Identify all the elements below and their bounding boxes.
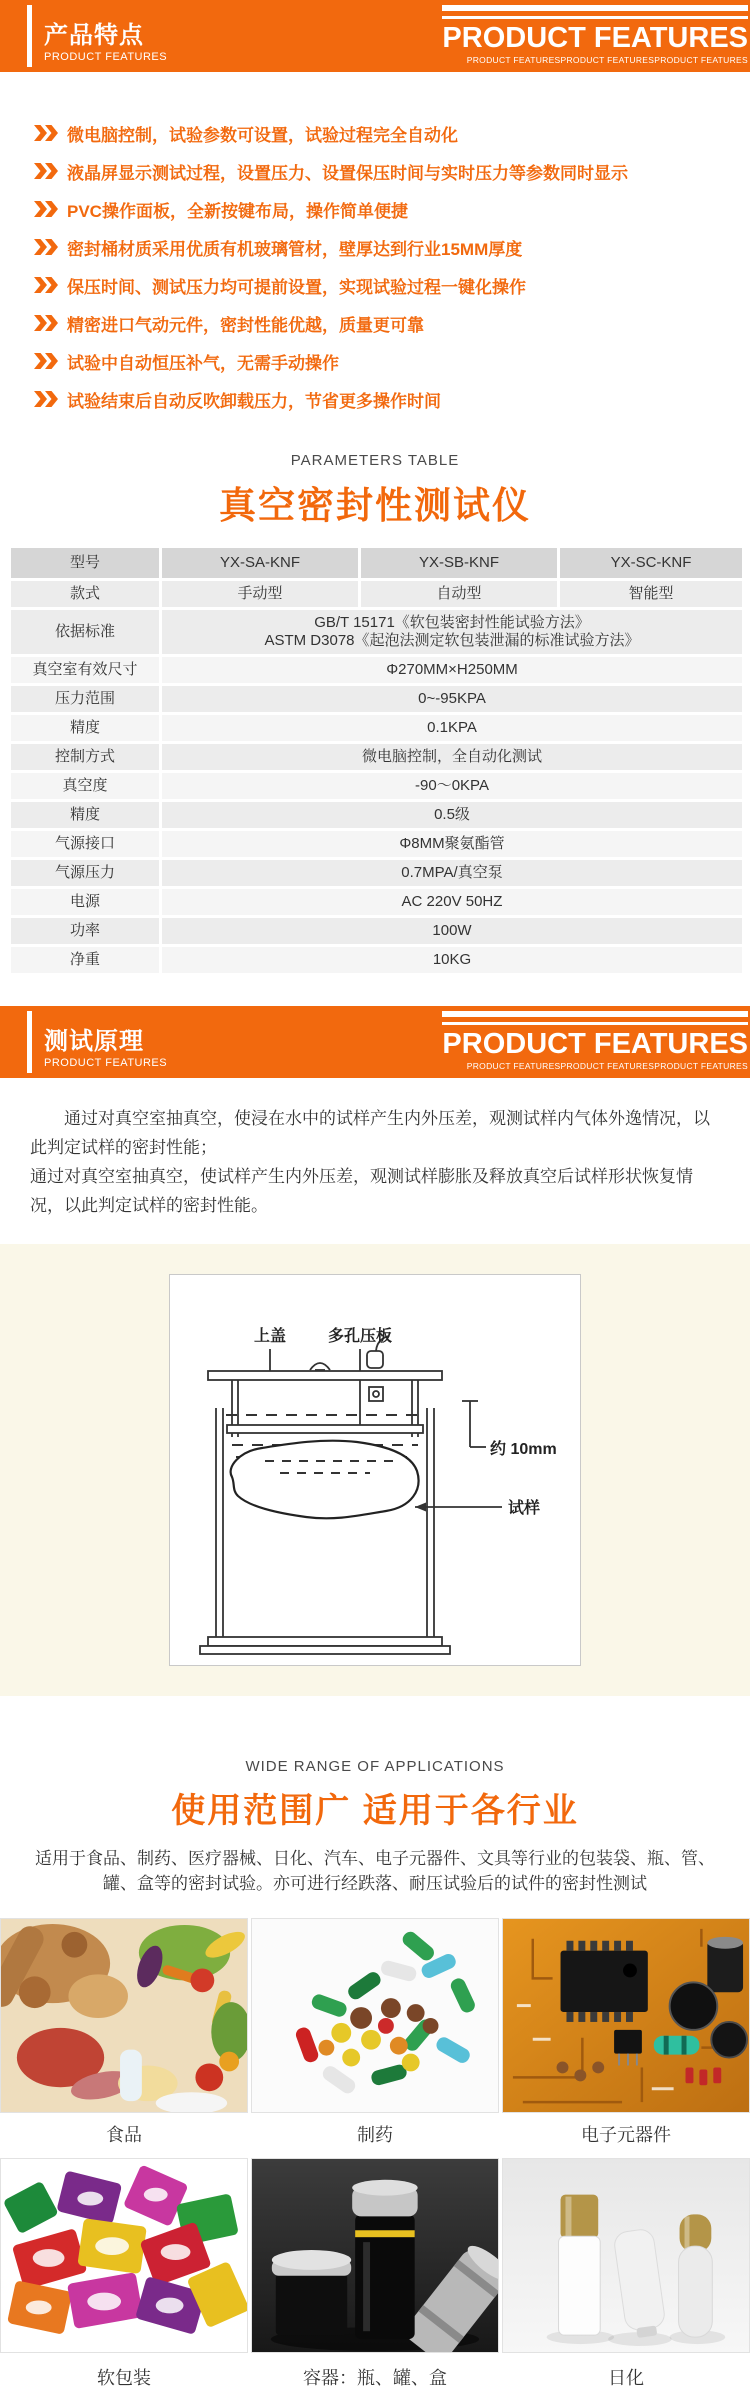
features-banner-right-subtitle: PRODUCT FEATURESPRODUCT FEATURESPRODUCT FEATURES bbox=[466, 55, 748, 66]
row-label: 真空度 bbox=[11, 773, 159, 799]
banner-stripe-thin bbox=[442, 1022, 748, 1025]
principle-banner-right-title: PRODUCT FEATURES bbox=[442, 1028, 748, 1060]
table-row-net-weight bbox=[11, 947, 742, 973]
table-row-standard bbox=[11, 610, 742, 654]
feature-text: PVC操作面板，全新按键布局，操作简单便捷 bbox=[67, 201, 408, 221]
row-value: AC 220V 50HZ bbox=[162, 889, 742, 915]
product-title: 真空密封性测试仪 bbox=[219, 485, 531, 526]
row-value: 0~-95KPA bbox=[162, 686, 742, 712]
applications-grid bbox=[0, 1918, 750, 2406]
row-label: 真空室有效尺寸 bbox=[11, 657, 159, 683]
feature-item bbox=[34, 304, 730, 342]
diagram-section bbox=[0, 1244, 750, 1696]
row-value: 0.5级 bbox=[162, 802, 742, 828]
feature-item bbox=[34, 152, 730, 190]
plate-label: 多孔压板 bbox=[327, 1328, 393, 1345]
application-cell-daily-chemical bbox=[502, 2158, 750, 2406]
row-value: Φ270MM×H250MM bbox=[162, 657, 742, 683]
row-label: 款式 bbox=[11, 581, 159, 607]
test-principle-diagram bbox=[169, 1274, 581, 1666]
table-row-control bbox=[11, 744, 742, 770]
features-banner-subtitle: PRODUCT FEATURES bbox=[44, 51, 168, 64]
row-label: 精度 bbox=[11, 715, 159, 741]
application-cell-containers bbox=[251, 2158, 499, 2406]
table-row-air-pressure bbox=[11, 860, 742, 886]
principle-banner-title: 测试原理 bbox=[44, 1027, 144, 1055]
row-value: 智能型 bbox=[560, 581, 742, 607]
table-row-chamber-size bbox=[11, 657, 742, 683]
pharma-image bbox=[251, 1918, 499, 2113]
features-banner bbox=[0, 0, 750, 72]
application-label: 日化 bbox=[608, 2368, 644, 2388]
feature-text: 液晶屏显示测试过程，设置压力、设置保压时间与实时压力等参数同时显示 bbox=[67, 163, 628, 183]
row-value: 自动型 bbox=[361, 581, 557, 607]
feature-text: 微电脑控制，试验参数可设置，试验过程完全自动化 bbox=[67, 125, 458, 145]
row-value: Φ8MM聚氨酯管 bbox=[162, 831, 742, 857]
vacuum-chamber-diagram bbox=[170, 1275, 580, 1665]
applications-description: 适用于食品、制药、医疗器械、日化、汽车、电子元器件、文具等行业的包装袋、瓶、管、罐、盒等的密封试验。亦可进行经跌落、耐压试验后的试件的密封性测试 bbox=[35, 1849, 715, 1893]
row-value: YX-SC-KNF bbox=[560, 548, 742, 578]
double-chevron-icon bbox=[34, 201, 58, 217]
double-chevron-icon bbox=[34, 315, 58, 331]
row-value: 10KG bbox=[162, 947, 742, 973]
row-label: 型号 bbox=[11, 548, 159, 578]
row-value: -90～0KPA bbox=[162, 773, 742, 799]
double-chevron-icon bbox=[34, 353, 58, 369]
double-chevron-icon bbox=[34, 277, 58, 293]
parameters-kicker: PARAMETERS TABLE bbox=[290, 452, 460, 469]
sample-label: 试样 bbox=[508, 1500, 541, 1517]
feature-item bbox=[34, 266, 730, 304]
feature-text: 试验结束后自动反吹卸载压力，节省更多操作时间 bbox=[67, 391, 441, 411]
features-banner-right-title: PRODUCT FEATURES bbox=[442, 22, 748, 54]
table-row-style bbox=[11, 581, 742, 607]
application-label: 制药 bbox=[357, 2125, 393, 2145]
principle-paragraph-2: 通过对真空室抽真空，使试样产生内外压差，观测试样膨胀及释放真空后试样形状恢复情况，以此判定试样的密封性能。 bbox=[30, 1167, 693, 1215]
application-cell-softpack bbox=[0, 2158, 248, 2406]
depth-label: 约 10mm bbox=[490, 1441, 557, 1458]
row-label: 功率 bbox=[11, 918, 159, 944]
features-banner-title: 产品特点 bbox=[44, 21, 144, 49]
row-value: 0.1KPA bbox=[162, 715, 742, 741]
principle-banner-right bbox=[442, 1011, 748, 1071]
table-row-model bbox=[11, 548, 742, 578]
containers-image bbox=[251, 2158, 499, 2353]
table-row-air-port bbox=[11, 831, 742, 857]
standard-line-1: GB/T 15171《软包装密封性能试验方法》 bbox=[314, 614, 590, 631]
row-value: 手动型 bbox=[162, 581, 358, 607]
feature-list bbox=[0, 72, 750, 426]
table-row-wattage bbox=[11, 918, 742, 944]
row-value: 0.7MPA/真空泵 bbox=[162, 860, 742, 886]
feature-text: 精密进口气动元件，密封性能优越，质量更可靠 bbox=[67, 315, 424, 335]
double-chevron-icon bbox=[34, 163, 58, 179]
banner-vertical-bar bbox=[27, 5, 32, 67]
feature-text: 密封桶材质采用优质有机玻璃管材，壁厚达到行业15MM厚度 bbox=[67, 239, 523, 259]
row-value: 100W bbox=[162, 918, 742, 944]
row-value bbox=[162, 610, 742, 654]
parameters-table bbox=[8, 545, 745, 976]
row-label: 气源接口 bbox=[11, 831, 159, 857]
double-chevron-icon bbox=[34, 391, 58, 407]
feature-item bbox=[34, 190, 730, 228]
banner-stripe-thin bbox=[442, 16, 748, 19]
electronics-image bbox=[502, 1918, 750, 2113]
row-label: 控制方式 bbox=[11, 744, 159, 770]
principle-banner-subtitle: PRODUCT FEATURES bbox=[44, 1057, 168, 1070]
application-cell-pharma bbox=[251, 1918, 499, 2155]
row-value: YX-SA-KNF bbox=[162, 548, 358, 578]
feature-text: 试验中自动恒压补气，无需手动操作 bbox=[67, 353, 339, 373]
table-row-accuracy bbox=[11, 715, 742, 741]
table-row-accuracy-2 bbox=[11, 802, 742, 828]
principle-banner-left bbox=[27, 1011, 167, 1073]
feature-text: 保压时间、测试压力均可提前设置，实现试验过程一键化操作 bbox=[67, 277, 526, 297]
row-label: 压力范围 bbox=[11, 686, 159, 712]
principle-paragraph-1: 通过对真空室抽真空，使浸在水中的试样产生内外压差，观测试样内气体外逸情况，以此判定试样的密封性能； bbox=[30, 1109, 710, 1157]
row-label: 气源压力 bbox=[11, 860, 159, 886]
table-row-power-supply bbox=[11, 889, 742, 915]
sample-blob bbox=[231, 1441, 419, 1519]
feature-item bbox=[34, 228, 730, 266]
row-value: 微电脑控制，全自动化测试 bbox=[162, 744, 742, 770]
banner-stripe-thick bbox=[442, 1011, 748, 1017]
row-label: 净重 bbox=[11, 947, 159, 973]
banner-vertical-bar bbox=[27, 1011, 32, 1073]
table-row-pressure-range bbox=[11, 686, 742, 712]
applications-title: 使用范围广 适用于各行业 bbox=[171, 1792, 579, 1830]
features-banner-left bbox=[27, 5, 167, 67]
banner-stripe-thick bbox=[442, 5, 748, 11]
row-label: 精度 bbox=[11, 802, 159, 828]
daily-chemical-image bbox=[502, 2158, 750, 2353]
application-cell-food bbox=[0, 1918, 248, 2155]
food-image bbox=[0, 1918, 248, 2113]
feature-item bbox=[34, 342, 730, 380]
principle-banner-right-subtitle: PRODUCT FEATURESPRODUCT FEATURESPRODUCT FEATURES bbox=[466, 1061, 748, 1072]
principle-text bbox=[30, 1104, 720, 1220]
application-label: 软包装 bbox=[97, 2368, 151, 2388]
applications-kicker: WIDE RANGE OF APPLICATIONS bbox=[245, 1758, 505, 1775]
standard-line-2: ASTM D3078《起泡法测定软包装泄漏的标准试验方法》 bbox=[264, 632, 640, 649]
features-banner-right bbox=[442, 5, 748, 65]
principle-banner bbox=[0, 1006, 750, 1078]
row-label: 电源 bbox=[11, 889, 159, 915]
application-label: 容器：瓶、罐、盒 bbox=[303, 2368, 447, 2388]
row-value: YX-SB-KNF bbox=[361, 548, 557, 578]
row-label: 依据标准 bbox=[11, 610, 159, 654]
lid-label: 上盖 bbox=[253, 1328, 287, 1345]
application-cell-electronics bbox=[502, 1918, 750, 2155]
feature-item bbox=[34, 380, 730, 418]
application-label: 电子元器件 bbox=[581, 2125, 671, 2145]
application-label: 食品 bbox=[106, 2125, 142, 2145]
table-row-vacuum-degree bbox=[11, 773, 742, 799]
double-chevron-icon bbox=[34, 239, 58, 255]
softpack-image bbox=[0, 2158, 248, 2353]
feature-item bbox=[34, 114, 730, 152]
double-chevron-icon bbox=[34, 125, 58, 141]
